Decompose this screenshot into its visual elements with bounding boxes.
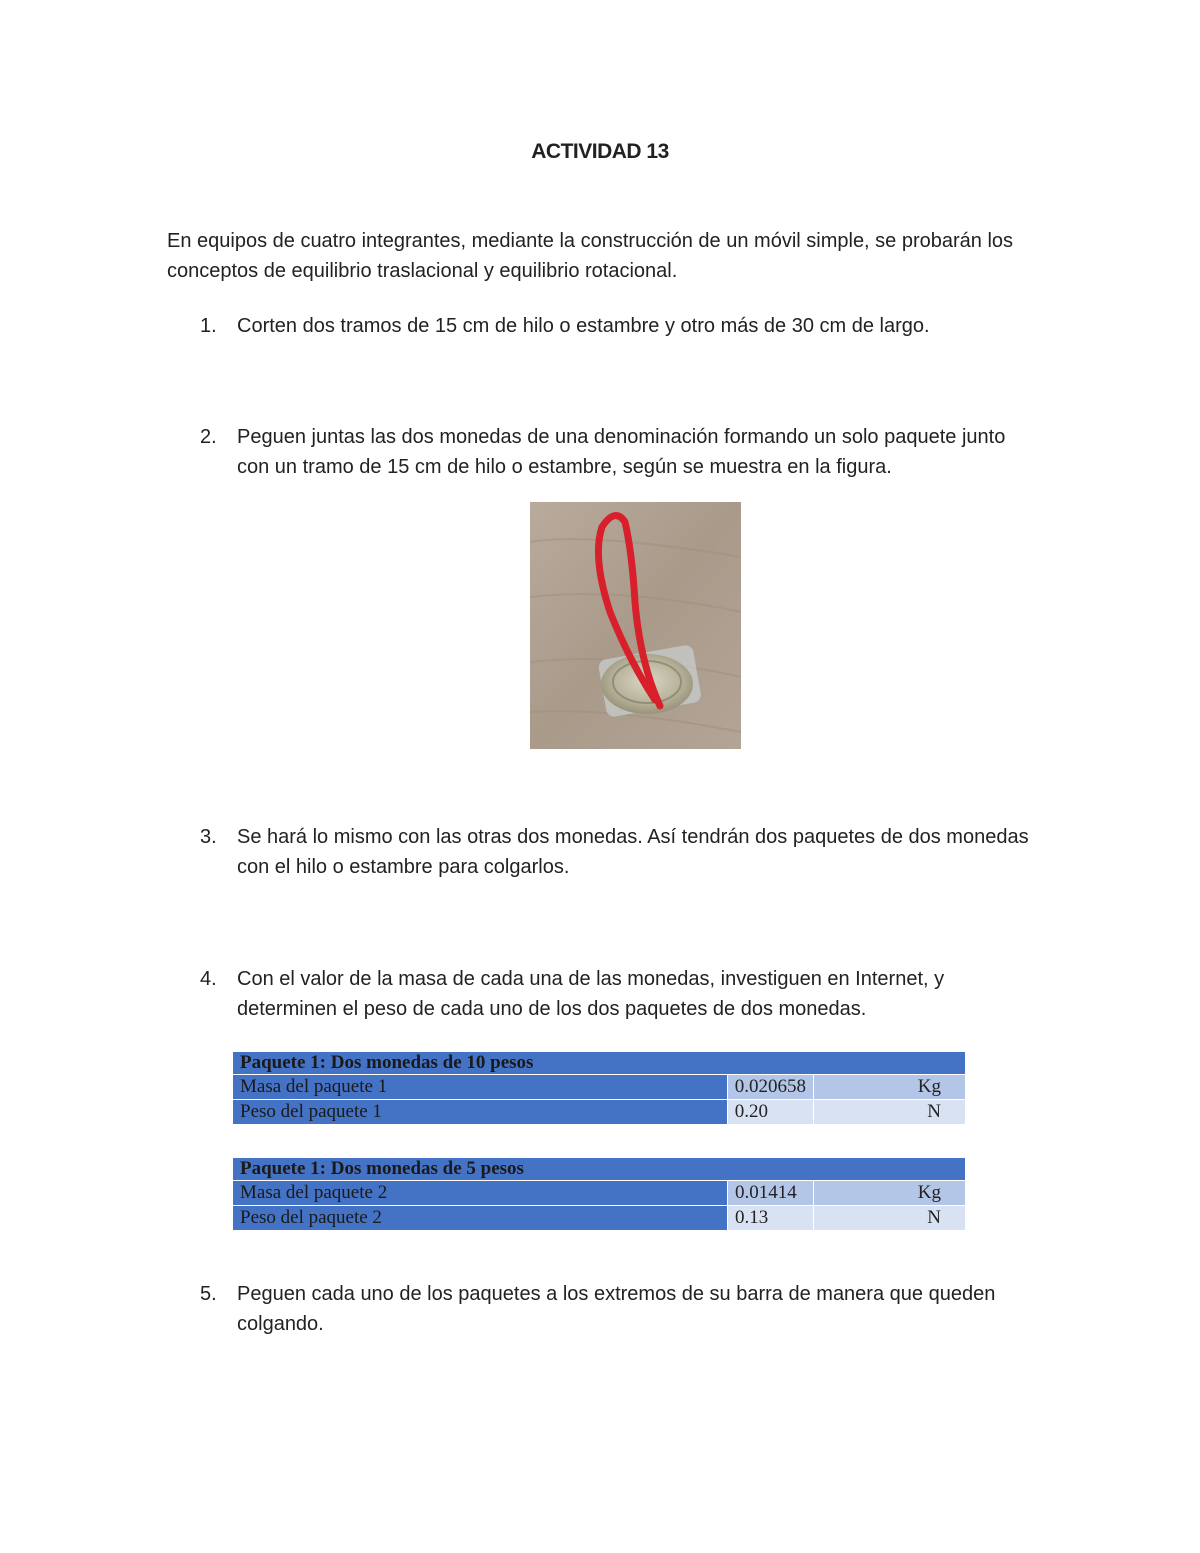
list-item-2 <box>200 422 1030 482</box>
list-item-text: Peguen cada uno de los paquetes a los extremos de su barra de manera que queden colgando. <box>237 1283 996 1335</box>
package-2-table <box>232 1157 966 1231</box>
row-value: 0.01414 <box>728 1181 814 1206</box>
table-row <box>233 1206 966 1231</box>
list-item-number: 4. <box>200 968 217 990</box>
list-item-5 <box>200 1279 1030 1339</box>
row-value: 0.20 <box>727 1100 813 1125</box>
row-unit: Kg <box>814 1075 966 1100</box>
row-value: 0.13 <box>728 1206 814 1231</box>
intro-paragraph: En equipos de cuatro integrantes, mediante la construcción de un móvil simple, se probarán los conceptos de equilibrio traslacional y equilibrio rotacional. <box>167 230 1014 282</box>
list-item-text: Peguen juntas las dos monedas de una denominación formando un solo paquete junto con un tramo de 15 cm de hilo o estambre, según se muestra en la figura. <box>237 426 1006 478</box>
list-item-number: 1. <box>200 315 217 337</box>
list-item-3 <box>200 822 1030 882</box>
row-value: 0.020658 <box>727 1075 813 1100</box>
table-header: Paquete 1: Dos monedas de 5 pesos <box>233 1158 966 1181</box>
list-item-1 <box>200 311 1030 341</box>
row-unit: Kg <box>814 1181 966 1206</box>
list-item-number: 2. <box>200 426 217 448</box>
table-header: Paquete 1: Dos monedas de 10 pesos <box>233 1052 966 1075</box>
list-item-text: Con el valor de la masa de cada una de las monedas, investiguen en Internet, y determinen el peso de cada uno de los dos paquetes de dos monedas. <box>237 968 945 1020</box>
coin-package-photo <box>530 502 741 749</box>
page-title: ACTIVIDAD 13 <box>531 140 669 163</box>
row-label: Masa del paquete 2 <box>233 1181 728 1206</box>
list-item-4 <box>200 964 1030 1024</box>
list-item-text: Corten dos tramos de 15 cm de hilo o estambre y otro más de 30 cm de largo. <box>237 315 930 337</box>
row-unit: N <box>814 1206 966 1231</box>
table-row <box>233 1075 966 1100</box>
row-label: Masa del paquete 1 <box>233 1075 728 1100</box>
package-1-table <box>232 1051 966 1125</box>
row-label: Peso del paquete 2 <box>233 1206 728 1231</box>
table-row <box>233 1100 966 1125</box>
list-item-number: 3. <box>200 826 217 848</box>
row-unit: N <box>814 1100 966 1125</box>
list-item-text: Se hará lo mismo con las otras dos monedas. Así tendrán dos paquetes de dos monedas con el hilo o estambre para colgarlos. <box>237 826 1029 878</box>
table-row <box>233 1181 966 1206</box>
row-label: Peso del paquete 1 <box>233 1100 728 1125</box>
list-item-number: 5. <box>200 1283 217 1305</box>
